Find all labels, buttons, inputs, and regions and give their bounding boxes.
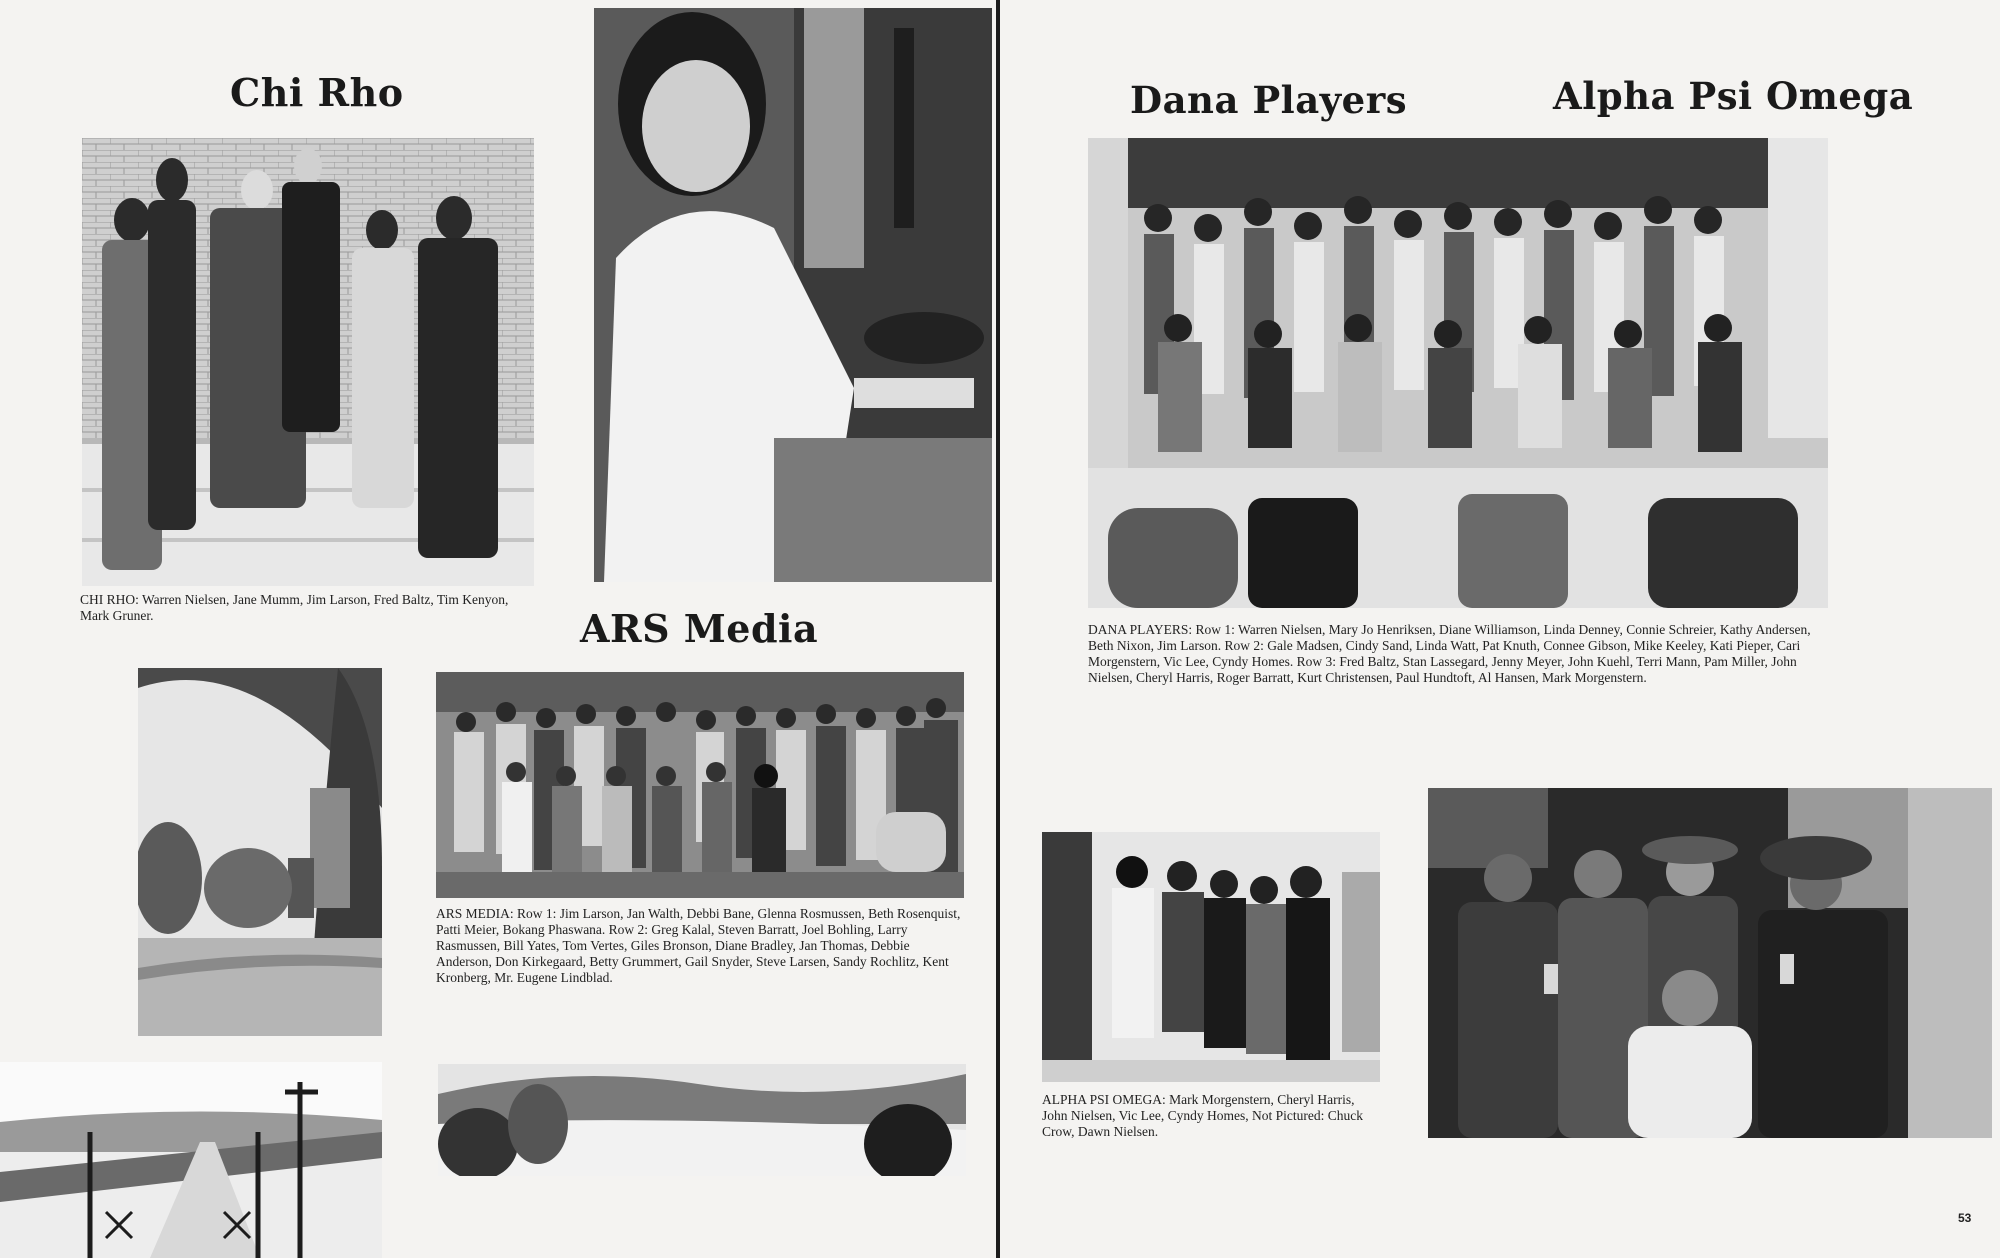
ars-media-group-photo (436, 672, 964, 898)
chi-rho-caption: CHI RHO: Warren Nielsen, Jane Mumm, Jim Larson, Fred Baltz, Tim Kenyon, Mark Gruner. (80, 592, 509, 623)
dana-players-caption: DANA PLAYERS: Row 1: Warren Nielsen, Mary Jo Henriksen, Diane Williamson, Linda Denney, Connie Schreier, Kathy Andersen, Beth Nixon, Jim Larson. Row 2: Gale Madsen, Cindy Sand, Linda Watt, Pat Knuth, Connee Gibson, Mike Keeley, Kati Pieper, Cari Morgenstern, Vic Lee, Cyndy Homes. Row 3: Fred Baltz, Stan Lassegard, Jenny Meyer, John Kuehl, Terri Mann, Pam Miller, John Nielsen, Cheryl Harris, Roger Barratt, Kurt Christensen, Paul Hundtoft, Al Hansen, Mark Morgenstern. (1088, 622, 1811, 685)
chi-rho-heading: Chi Rho (230, 70, 404, 115)
candid-group-photo (1428, 788, 1992, 1138)
page-number: 53 (1958, 1211, 1972, 1225)
alpha-psi-omega-group-photo (1042, 832, 1380, 1082)
portrait-photo (594, 8, 992, 582)
left-page (0, 0, 996, 1258)
ars-media-caption: ARS MEDIA: Row 1: Jim Larson, Jan Walth, Debbi Bane, Glenna Rosmussen, Beth Rosenquist, Patti Meier, Bokang Phaswana. Row 2: Greg Kalal, Steven Barratt, Joel Bohling, Larry Rasmussen, Bill Yates, Tom Vertes, Giles Bronson, Diane Bradley, Jan Thomas, Debbie Anderson, Don Kirkegaard, Betty Grummert, Gail Snyder, Steve Larsen, Sandy Rochlitz, Kent Kronberg, Mr. Eugene Lindblad. (436, 906, 961, 985)
campus-scene-photo (138, 668, 382, 1036)
alpha-psi-omega-heading: Alpha Psi Omega (1553, 74, 1914, 118)
ars-media-heading: ARS Media (580, 606, 819, 651)
dana-players-group-photo (1088, 138, 1828, 608)
alpha-psi-omega-caption: ALPHA PSI OMEGA: Mark Morgenstern, Cheryl Harris, John Nielsen, Vic Lee, Cyndy Homes, Not Pictured: Chuck Crow, Dawn Nielsen. (1042, 1092, 1364, 1139)
winter-landscape-photo (438, 1064, 966, 1176)
chi-rho-group-photo (82, 138, 534, 586)
right-page (1000, 0, 2000, 1258)
dana-players-heading: Dana Players (1130, 78, 1408, 122)
railroad-crossing-photo (0, 1062, 382, 1258)
